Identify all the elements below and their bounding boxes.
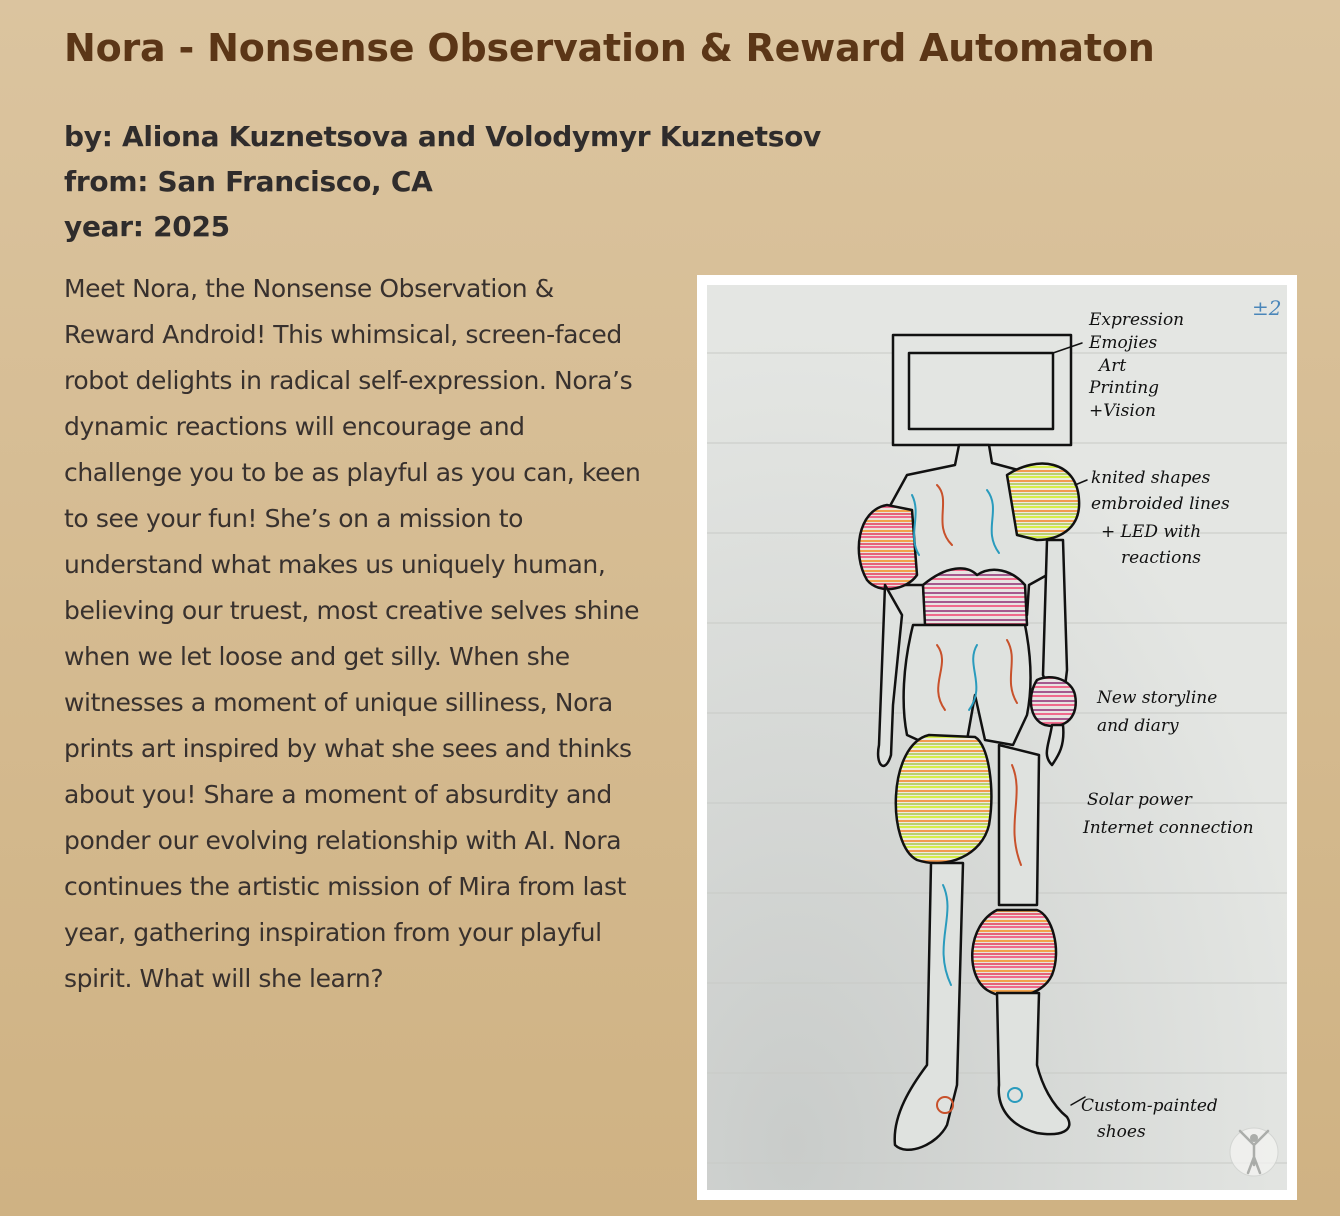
author-info — [64, 114, 821, 249]
project-description: Meet Nora, the Nonsense Observation & Reward Android! This whimsical, screen-faced robot delights in radical self-expression. Nora’s dynamic reactions will encourage and challenge you to be as playful as you can, keen to see your fun! She’s on a mission to understand what makes us uniquely human, believing our truest, most creative selves shine when we let loose and get silly. When she witnesses a moment of unique silliness, Nora prints art inspired by what she sees and thinks about you! Share a moment of absurdity and ponder our evolving relationship with AI. Nora continues the artistic mission of Mira from last year, gathering inspiration from your playful spirit. What will she learn? — [64, 274, 641, 993]
svg-text:Internet connection: Internet connection — [1083, 818, 1254, 838]
svg-text:Expression: Expression — [1089, 310, 1185, 330]
svg-text:+Vision: +Vision — [1089, 401, 1157, 421]
year-line: year: 2025 — [64, 210, 230, 243]
author-line: by: Aliona Kuznetsova and Volodymyr Kuznetsov — [64, 120, 821, 153]
svg-text:Solar power: Solar power — [1087, 790, 1192, 810]
svg-text:New storyline: New storyline — [1097, 688, 1218, 708]
svg-text:Custom-painted: Custom-painted — [1081, 1096, 1218, 1116]
robot-sketch — [707, 285, 1287, 1190]
svg-text:Art: Art — [1099, 356, 1127, 376]
svg-text:reactions: reactions — [1121, 548, 1202, 568]
page-title: Nora - Nonsense Observation & Reward Automaton — [64, 26, 1155, 70]
svg-text:knited shapes: knited shapes — [1091, 468, 1211, 488]
svg-text:+ LED with: + LED with — [1101, 522, 1202, 542]
svg-text:embroided lines: embroided lines — [1091, 494, 1230, 514]
figure-logo — [1230, 1128, 1278, 1176]
sketch-page-number: ±2 — [1252, 296, 1282, 320]
svg-text:and diary: and diary — [1097, 716, 1179, 736]
location-line: from: San Francisco, CA — [64, 165, 433, 198]
svg-text:Printing: Printing — [1089, 378, 1160, 398]
sketch-photo — [697, 275, 1297, 1200]
svg-text:Emojies: Emojies — [1089, 333, 1158, 353]
svg-text:shoes: shoes — [1097, 1122, 1146, 1142]
